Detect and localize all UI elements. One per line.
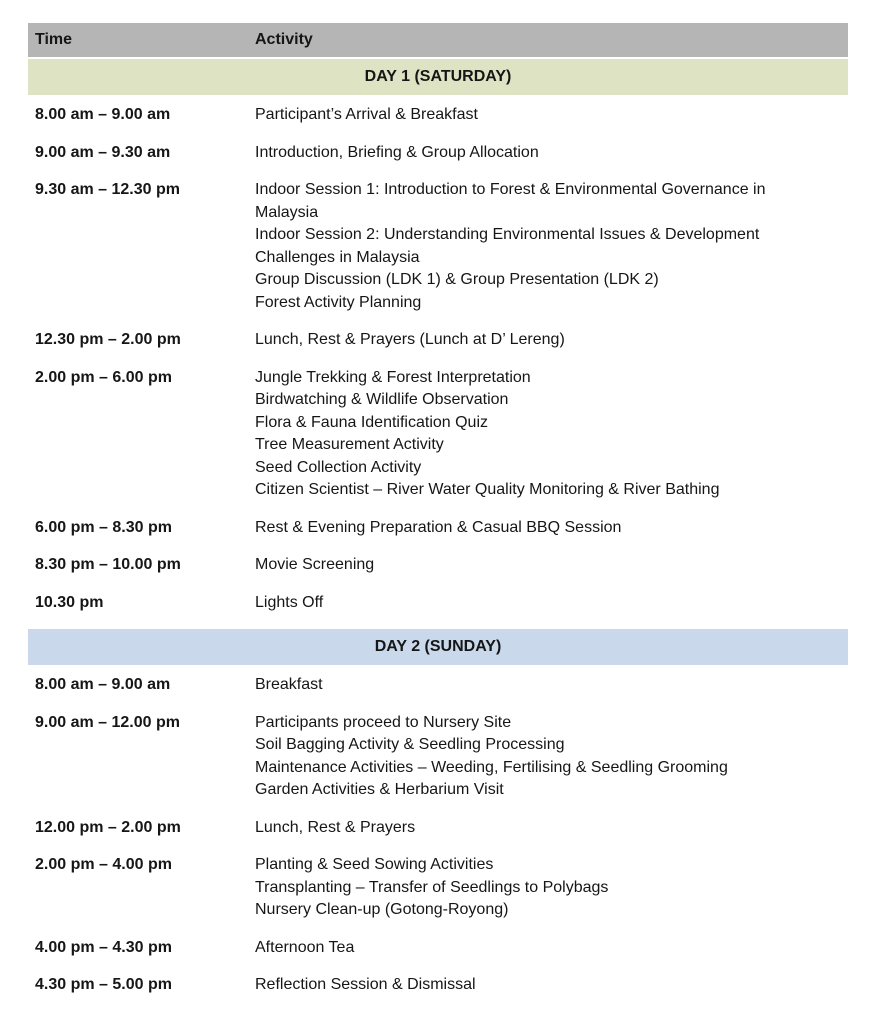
day-section bbox=[28, 59, 848, 614]
schedule-row bbox=[28, 554, 848, 577]
column-header-time: Time bbox=[35, 31, 73, 48]
activity-line: Tree Measurement Activity bbox=[255, 436, 444, 453]
time-cell: 6.00 pm – 8.30 pm bbox=[35, 518, 172, 536]
schedule-row bbox=[28, 179, 848, 314]
activity-line: Planting & Seed Sowing Activities bbox=[255, 856, 494, 873]
schedule-table bbox=[28, 23, 848, 1012]
schedule-row bbox=[28, 329, 848, 352]
day-section bbox=[28, 629, 848, 997]
activity-cell bbox=[255, 179, 848, 314]
activity-cell bbox=[255, 854, 848, 922]
activity-line: Malaysia bbox=[255, 203, 319, 221]
time-cell: 2.00 pm – 4.00 pm bbox=[35, 856, 172, 873]
time-cell: 8.00 am – 9.00 am bbox=[35, 676, 171, 693]
table-header-row bbox=[28, 23, 848, 57]
schedule-row bbox=[28, 592, 848, 615]
activity-line: Garden Activities & Herbarium Visit bbox=[255, 781, 504, 798]
schedule-row bbox=[28, 674, 848, 697]
activity-line: Nursery Clean-up (Gotong-Royong) bbox=[255, 901, 509, 918]
activity-line: Lights Off bbox=[255, 593, 324, 611]
activity-cell bbox=[255, 367, 848, 502]
activity-cell bbox=[255, 937, 848, 960]
activity-cell bbox=[255, 554, 848, 577]
activity-line: Movie Screening bbox=[255, 556, 375, 573]
time-cell: 2.00 pm – 6.00 pm bbox=[35, 368, 172, 386]
activity-line: Reflection Session & Dismissal bbox=[255, 976, 476, 993]
schedule-row bbox=[28, 712, 848, 802]
activity-line: Indoor Session 1: Introduction to Forest & Environmental Governance in bbox=[255, 181, 766, 198]
activity-line: Participants proceed to Nursery Site bbox=[255, 713, 512, 731]
activity-line: Group Discussion (LDK 1) & Group Presentation (LDK 2) bbox=[255, 271, 659, 288]
day-rows bbox=[28, 674, 848, 997]
activity-cell bbox=[255, 674, 848, 697]
activity-line: Lunch, Rest & Prayers (Lunch at D’ Lereng) bbox=[255, 331, 565, 348]
time-cell: 9.00 am – 9.30 am bbox=[35, 143, 171, 161]
activity-line: Introduction, Briefing & Group Allocation bbox=[255, 143, 539, 161]
activity-line: Participant’s Arrival & Breakfast bbox=[255, 106, 478, 123]
column-header-activity: Activity bbox=[255, 31, 313, 48]
activity-line: Lunch, Rest & Prayers bbox=[255, 818, 416, 836]
activity-line: Citizen Scientist – River Water Quality Monitoring & River Bathing bbox=[255, 481, 720, 498]
activity-line: Soil Bagging Activity & Seedling Processing bbox=[255, 736, 565, 753]
activity-line: Challenges in Malaysia bbox=[255, 248, 420, 266]
schedule-row bbox=[28, 367, 848, 502]
activity-cell bbox=[255, 817, 848, 840]
activity-cell bbox=[255, 974, 848, 997]
time-cell: 9.30 am – 12.30 pm bbox=[35, 181, 180, 198]
activity-line: Indoor Session 2: Understanding Environmental Issues & Development bbox=[255, 226, 760, 243]
time-cell: 4.30 pm – 5.00 pm bbox=[35, 976, 172, 993]
time-cell: 12.00 pm – 2.00 pm bbox=[35, 818, 181, 836]
activity-cell bbox=[255, 329, 848, 352]
schedule-row bbox=[28, 104, 848, 127]
activity-cell bbox=[255, 592, 848, 615]
activity-line: Breakfast bbox=[255, 676, 323, 693]
time-cell: 12.30 pm – 2.00 pm bbox=[35, 331, 181, 348]
activity-cell bbox=[255, 712, 848, 802]
schedule-row bbox=[28, 142, 848, 165]
activity-line: Birdwatching & Wildlife Observation bbox=[255, 391, 509, 408]
activity-cell bbox=[255, 517, 848, 540]
activity-line: Afternoon Tea bbox=[255, 938, 355, 956]
time-cell: 8.30 pm – 10.00 pm bbox=[35, 556, 181, 573]
day-banner-1: DAY 1 (SATURDAY) bbox=[28, 59, 848, 95]
schedule-row bbox=[28, 854, 848, 922]
day-sections bbox=[28, 59, 848, 997]
time-cell: 4.00 pm – 4.30 pm bbox=[35, 938, 172, 956]
day-rows bbox=[28, 104, 848, 614]
schedule-row bbox=[28, 974, 848, 997]
activity-line: Rest & Evening Preparation & Casual BBQ Session bbox=[255, 518, 622, 536]
time-cell: 8.00 am – 9.00 am bbox=[35, 106, 171, 123]
activity-line: Forest Activity Planning bbox=[255, 293, 422, 311]
activity-line: Maintenance Activities – Weeding, Fertilising & Seedling Grooming bbox=[255, 758, 728, 776]
day-banner-2: DAY 2 (SUNDAY) bbox=[28, 629, 848, 665]
activity-line: Seed Collection Activity bbox=[255, 458, 422, 476]
time-cell: 10.30 pm bbox=[35, 593, 104, 611]
activity-line: Jungle Trekking & Forest Interpretation bbox=[255, 368, 531, 386]
activity-line: Flora & Fauna Identification Quiz bbox=[255, 413, 489, 431]
activity-cell bbox=[255, 104, 848, 127]
activity-line: Transplanting – Transfer of Seedlings to Polybags bbox=[255, 878, 609, 896]
time-cell: 9.00 am – 12.00 pm bbox=[35, 713, 180, 731]
schedule-row bbox=[28, 817, 848, 840]
schedule-row bbox=[28, 517, 848, 540]
schedule-row bbox=[28, 937, 848, 960]
activity-cell bbox=[255, 142, 848, 165]
